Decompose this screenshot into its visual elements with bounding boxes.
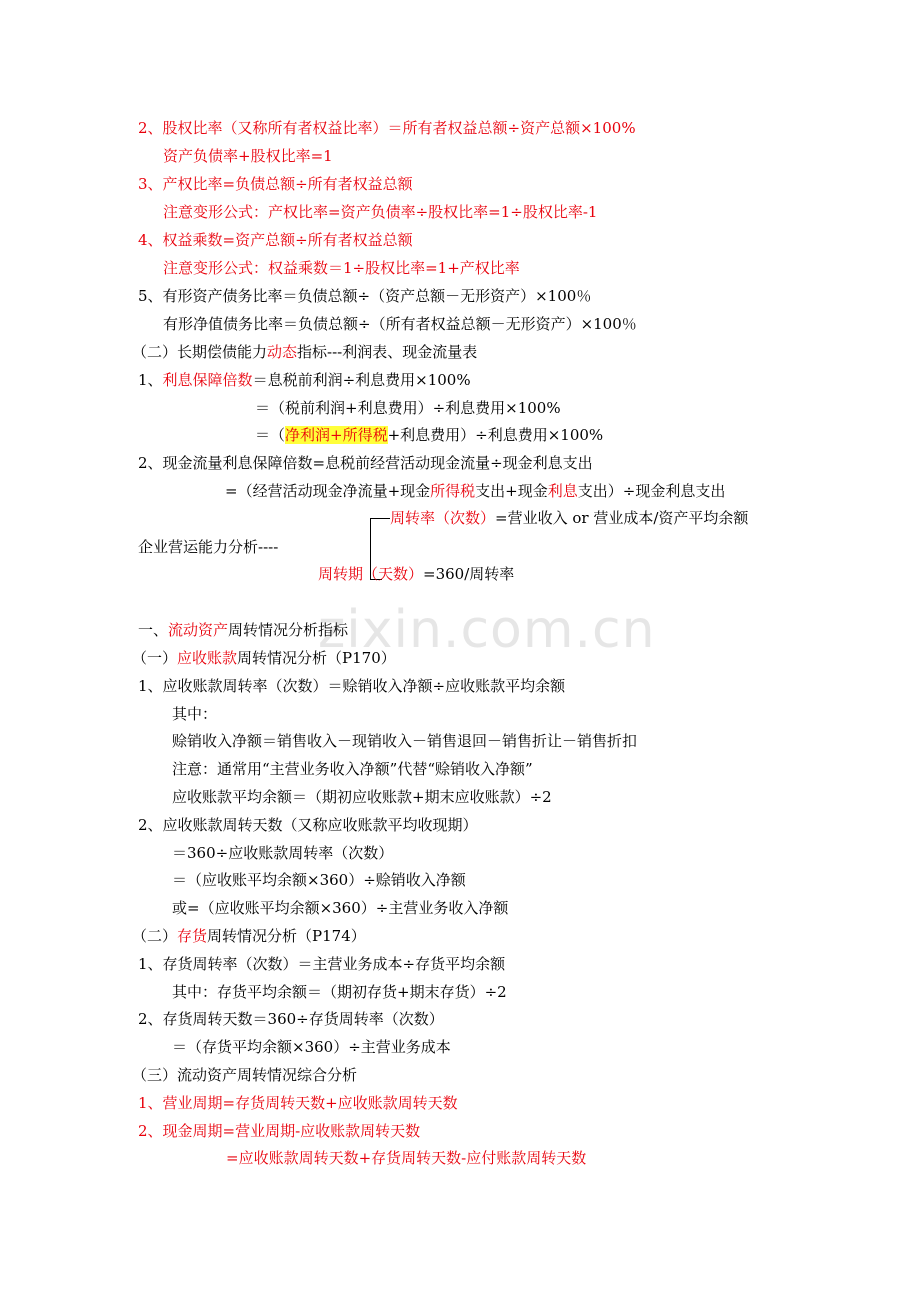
receivables-days-eq3: 或=（应收账平均余额×360）÷主营业务收入净额: [172, 899, 509, 917]
turnover-period-branch: [318, 564, 514, 584]
cash-eq2-e: 支出）÷现金利息支出: [577, 482, 726, 500]
cash-interest-coverage-eq2: [225, 481, 725, 501]
receivables-turnover-rate: 1、应收账款周转率（次数）＝赊销收入净额÷应收账款平均余额: [138, 677, 566, 695]
inventory-turnover-rate: 1、存货周转率（次数）＝主营业务成本÷存货平均余额: [138, 955, 506, 973]
h1-number: 一、: [138, 621, 169, 639]
variant-formula-1: 注意变形公式：产权比率=资产负债率÷股权比率=1÷股权比率-1: [163, 203, 598, 221]
h3-number: （二）: [132, 927, 178, 945]
cash-eq2-tax: 所得税: [430, 482, 476, 500]
receivables-where: 其中：: [172, 705, 218, 723]
operating-cycle-line: 1、营业周期=存货周转天数+应收账款周转天数: [138, 1094, 458, 1112]
interest-coverage-eq2: ＝（税前利润+利息费用）÷利息费用×100%: [255, 399, 561, 417]
turnover-period-formula: =360/周转率: [423, 565, 515, 583]
eq3-rest: +利息费用）÷利息费用×100%: [387, 426, 604, 444]
operating-capacity-root: 企业营运能力分析----: [138, 538, 279, 556]
heading-text-c: 指标---利润表、现金流量表: [297, 343, 478, 361]
interest-coverage-line: [138, 370, 471, 390]
tangible-asset-debt-ratio: 5、有形资产债务比率＝负债总额÷（资产总额－无形资产）×100％: [138, 287, 592, 305]
h1-current-assets: 流动资产: [168, 621, 229, 639]
h2-number: （一）: [132, 649, 178, 667]
h1-rest: 周转情况分析指标: [228, 621, 349, 639]
avg-receivables-def: 应收账款平均余额＝（期初应收账款+期末应收账款）÷2: [172, 788, 552, 806]
interest-coverage-eq3: [255, 425, 603, 445]
receivables-days-eq2: ＝（应收账平均余额×360）÷赊销收入净额: [172, 871, 466, 889]
h3-rest: 周转情况分析（P174）: [207, 927, 366, 945]
watermark: zixin.com.cn: [318, 600, 656, 660]
cash-eq2-a: =（经营活动现金净流量+现金: [225, 482, 431, 500]
comprehensive-analysis-heading: （三）流动资产周转情况综合分析: [132, 1066, 358, 1084]
cash-cycle-line: 2、现金周期=营业周期-应收账款周转天数: [138, 1122, 421, 1140]
net-credit-sales-def: 赊销收入净额＝销售收入－现销收入－销售退回－销售折让－销售折扣: [172, 732, 638, 750]
turnover-rate-term: 周转率（次数）: [390, 509, 496, 527]
avg-inventory-def: 其中：存货平均余额＝（期初存货+期末存货）÷2: [172, 983, 507, 1001]
receivables-heading: [132, 648, 396, 668]
cash-cycle-eq: =应收账款周转天数+存货周转天数-应付账款周转天数: [226, 1149, 587, 1167]
cash-interest-coverage-line: 2、现金流量利息保障倍数=息税前经营活动现金流量÷现金利息支出: [138, 454, 593, 472]
turnover-rate-branch: [390, 508, 748, 528]
variant-formula-2: 注意变形公式：权益乘数＝1÷股权比率=1+产权比率: [163, 259, 520, 277]
h3-inventory: 存货: [177, 927, 208, 945]
cash-eq2-interest: 利息: [547, 482, 578, 500]
inventory-heading: [132, 926, 366, 946]
interest-coverage-term: 利息保障倍数: [162, 371, 253, 389]
eq3-open: ＝（: [255, 426, 286, 444]
equity-ratio-line: 2、股权比率（又称所有者权益比率）＝所有者权益总额÷资产总额×100%: [138, 119, 636, 137]
tangible-net-worth-debt-ratio: 有形净值债务比率＝负债总额÷（所有者权益总额－无形资产）×100％: [163, 315, 637, 333]
cash-eq2-c: 支出+现金: [475, 482, 548, 500]
long-term-solvency-heading: [132, 342, 477, 362]
bracket-top-arm: [370, 518, 390, 519]
equity-multiplier-line: 4、权益乘数=资产总额÷所有者权益总额: [138, 231, 413, 249]
highlighted-net-profit-tax: 净利润+所得税: [285, 426, 388, 444]
current-assets-heading: [138, 620, 348, 640]
equity-multiplier-ratio-line: 3、产权比率=负债总额÷所有者权益总额: [138, 175, 413, 193]
inventory-days-line: 2、存货周转天数＝360÷存货周转率（次数）: [138, 1010, 444, 1028]
turnover-rate-formula: =营业收入 or 营业成本/资产平均余额: [495, 509, 749, 527]
turnover-period-term: 周转期（天数）: [318, 565, 424, 583]
heading-text-a: （二）长期偿债能力: [132, 343, 268, 361]
h2-rest: 周转情况分析（P170）: [237, 649, 396, 667]
debt-equity-sum-line: 资产负债率+股权比率=1: [163, 147, 333, 165]
h2-receivables: 应收账款: [177, 649, 238, 667]
interest-coverage-formula: ＝息税前利润÷利息费用×100%: [252, 371, 471, 389]
item-number: 1、: [138, 371, 163, 389]
inventory-days-eq: ＝（存货平均余额×360）÷主营业务成本: [172, 1038, 451, 1056]
receivables-days-eq1: ＝360÷应收账款周转率（次数）: [172, 844, 394, 862]
receivables-note: 注意：通常用“主营业务收入净额”代替“赊销收入净额”: [172, 760, 533, 778]
heading-dynamic: 动态: [267, 343, 298, 361]
receivables-days-line: 2、应收账款周转天数（又称应收账款平均收现期）: [138, 816, 478, 834]
